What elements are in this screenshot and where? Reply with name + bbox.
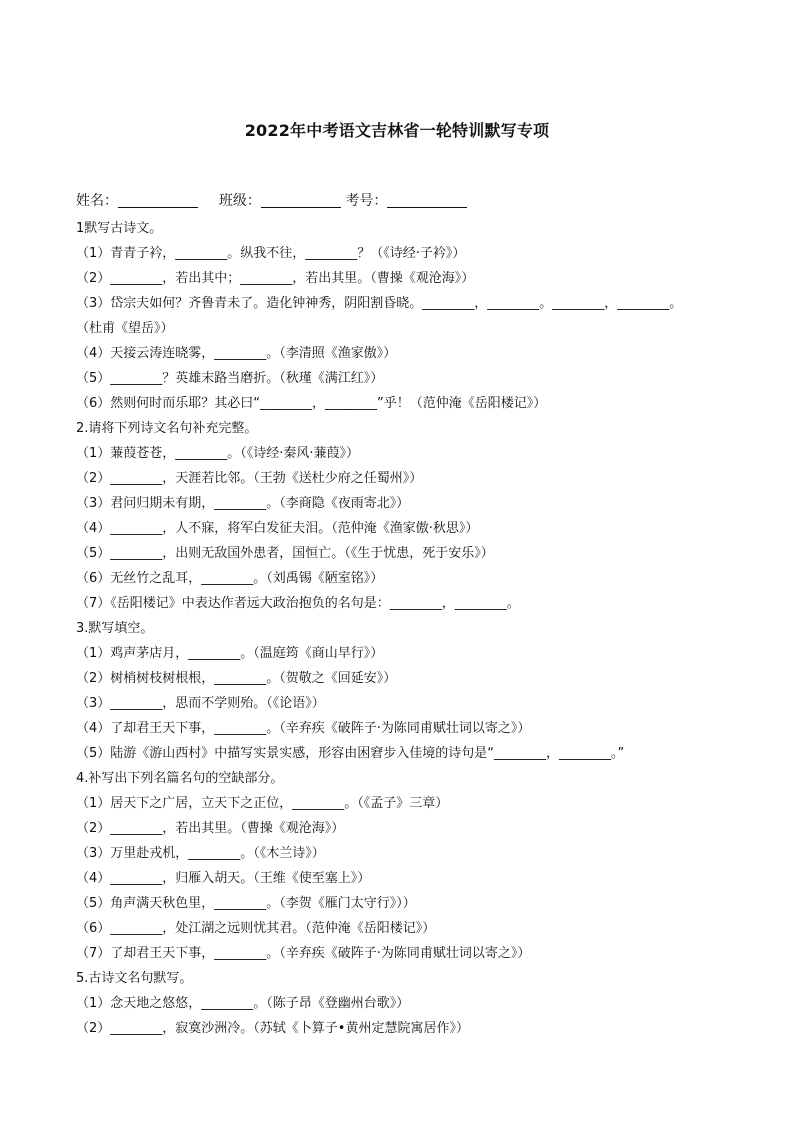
question-line: （1）青青子衿，________。纵我不往，________？（《诗经·子衿》） — [76, 246, 466, 261]
question-line: （7）了却君王天下事，________。（辛弃疾《破阵子·为陈同甫赋壮词以寄之》） — [76, 946, 531, 961]
student-info-row — [76, 190, 467, 210]
section-heading: 1默写古诗文。 — [76, 221, 163, 236]
class-blank[interactable] — [261, 193, 341, 208]
question-line: （1）蒹葭苍苍，________。（《诗经·秦风·蒹葭》） — [76, 446, 360, 461]
exam-no-blank[interactable] — [387, 193, 467, 208]
page-title: 2022年中考语文吉林省一轮特训默写专项 — [244, 121, 550, 140]
question-line: （4）________，人不寐，将军白发征夫泪。（范仲淹《渔家傲·秋思》） — [76, 521, 479, 536]
question-line: （3）万里赴戎机，________。（《木兰诗》） — [76, 846, 325, 861]
name-blank[interactable] — [118, 193, 198, 208]
question-line: （2）________，若出其里。（曹操《观沧海》） — [76, 821, 345, 836]
question-line: （2）________，天涯若比邻。（王勃《送杜少府之任蜀州》） — [76, 471, 423, 486]
question-line: （4）________，归雁入胡天。（王维《使至塞上》） — [76, 871, 371, 886]
question-line: （6）无丝竹之乱耳，________。（刘禹锡《陋室铭》） — [76, 571, 384, 586]
name-label: 姓名： — [76, 193, 118, 209]
question-line: （2）________，寂寞沙洲冷。（苏轼《卜算子•黄州定慧院寓居作》） — [76, 1021, 469, 1036]
question-list — [76, 216, 756, 1041]
question-line: （5）角声满天秋色里，________。（李贺《雁门太守行》）） — [76, 896, 416, 911]
question-line: （杜甫《望岳》） — [76, 321, 174, 336]
question-line: （2）树梢树枝树根根，________。（贺敬之《回延安》） — [76, 671, 397, 686]
question-line: （3）________，思而不学则殆。（《论语》） — [76, 696, 325, 711]
section-heading: 2.请将下列诗文名句补充完整。 — [76, 421, 258, 436]
question-line: （5）陆游《游山西村》中描写实景实感，形容由困窘步入佳境的诗句是“________，________。” — [76, 746, 625, 761]
question-line: （3）君问归期未有期，________。（李商隐《夜雨寄北》） — [76, 496, 410, 511]
question-line: （5）________，出则无敌国外患者，国恒亡。（《生于忧患，死于安乐》） — [76, 546, 494, 561]
question-line: （4）了却君王天下事，________。（辛弃疾《破阵子·为陈同甫赋壮词以寄之》） — [76, 721, 531, 736]
question-line: （5）________？英雄末路当磨折。（秋瑾《满江红》） — [76, 371, 384, 386]
class-label: 班级： — [218, 193, 261, 209]
exam-no-label: 考号： — [345, 193, 388, 209]
section-heading: 4.补写出下列名篇名句的空缺部分。 — [76, 771, 284, 786]
question-line: （6）________，处江湖之远则忧其君。（范仲淹《岳阳楼记》） — [76, 921, 436, 936]
question-line: （4）天接云涛连晓雾，________。（李清照《渔家傲》） — [76, 346, 397, 361]
question-line: （7）《岳阳楼记》中表达作者远大政治抱负的名句是：________，________。 — [76, 596, 520, 611]
question-line: （1）鸡声茅店月，________。（温庭筠《商山早行》） — [76, 646, 384, 661]
section-heading: 3.默写填空。 — [76, 621, 154, 636]
section-heading: 5.古诗文名句默写。 — [76, 971, 193, 986]
question-line: （2）________，若出其中；________，若出其里。（曹操《观沧海》） — [76, 271, 475, 286]
question-line: （1）居天下之广居，立天下之正位，________。（《孟子》三章） — [76, 796, 449, 811]
question-line: （6）然则何时而乐耶？其必曰“________，________”乎！（范仲淹《岳阳楼记》） — [76, 396, 547, 411]
question-line: （3）岱宗夫如何？齐鲁青未了。造化钟神秀，阴阳割昏晓。________，________。________，________。 — [76, 296, 683, 311]
question-line: （1）念天地之悠悠，________。（陈子昂《登幽州台歌》） — [76, 996, 410, 1011]
